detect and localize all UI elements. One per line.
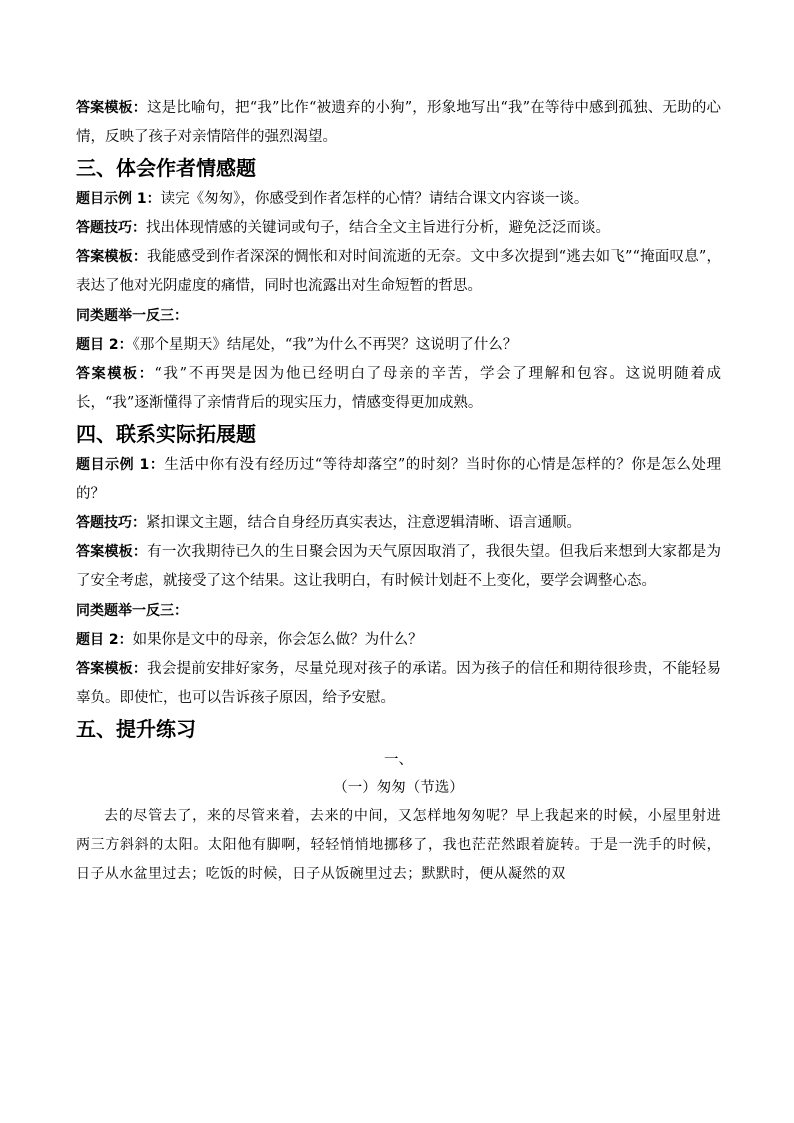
question-label: 题目 2 <box>76 337 119 353</box>
answer-template-paragraph: 答案模板：有一次我期待已久的生日聚会因为天气原因取消了，我很失望。但我后来想到大家都是为了安全考虑，就接受了这个结果。这让我明白，有时候计划赶不上变化，要学会调整心态。 <box>76 544 722 589</box>
answer-label: 答案模板 <box>76 366 139 382</box>
tip-paragraph: 答题技巧：找出体现情感的关键词或句子，结合全文主旨进行分析，避免泛泛而谈。 <box>76 220 610 236</box>
answer-template-paragraph: 答案模板：我能感受到作者深深的惆怅和对时间流逝的无奈。文中多次提到“逃去如飞”“掩面叹息”，表达了他对光阴虚度的痛惜，同时也流露出对生命短暂的哲思。 <box>76 249 722 294</box>
question-text: 读完《匆匆》，你感受到作者怎样的心情？请结合课文内容谈一谈。 <box>160 191 589 207</box>
passage-text: 去的尽管去了，来的尽管来着，去来的中间，又怎样地匆匆呢？早上我起来的时候，小屋里射进两三方斜斜的太阳。太阳他有脚啊，轻轻悄悄地挪移了，我也茫茫然跟着旋转。于是一洗手的时候，日子从水盆里过去；吃饭的时候，日子从饭碗里过去；默默时，便从凝然的双 <box>76 808 721 882</box>
answer-template-paragraph: 答案模板：我会提前安排好家务，尽量兑现对孩子的承诺。因为孩子的信任和期待很珍贵，不能轻易辜负。即使忙，也可以告诉孩子原因，给予安慰。 <box>76 661 722 706</box>
question-paragraph: 题目 2：《那个星期天》结尾处，“我”为什么不再哭？这说明了什么？ <box>76 337 518 353</box>
answer-text: “我”不再哭是因为他已经明白了母亲的辛苦，学会了理解和包容。这说明随着成长，“我”逐渐懂得了亲情背后的现实压力，情感变得更加成熟。 <box>76 366 722 411</box>
answer-template-paragraph: 答案模板：这是比喻句，把“我”比作“被遗弃的小狗”，形象地写出“我”在等待中感到孤独、无助的心情，反映了孩子对亲情陪伴的强烈渴望。 <box>76 100 722 145</box>
question-text: 生活中你有没有经历过“等待却落空”的时刻？当时你的心情是怎样的？你是怎么处理的？ <box>76 457 721 502</box>
answer-text: 我能感受到作者深深的惆怅和对时间流逝的无奈。文中多次提到“逃去如飞”“掩面叹息”，表达了他对光阴虚度的痛惜，同时也流露出对生命短暂的哲思。 <box>76 249 722 294</box>
tip-label: 答题技巧 <box>76 220 132 236</box>
answer-text: 我会提前安排好家务，尽量兑现对孩子的承诺。因为孩子的信任和期待很珍贵，不能轻易辜负。即使忙，也可以告诉孩子原因，给予安慰。 <box>76 661 722 706</box>
question-label: 题目 2 <box>76 632 119 648</box>
answer-template-paragraph: 答案模板：“我”不再哭是因为他已经明白了母亲的辛苦，学会了理解和包容。这说明随着成长，“我”逐渐懂得了亲情背后的现实压力，情感变得更加成熟。 <box>76 366 722 411</box>
answer-label: 答案模板 <box>76 100 133 116</box>
section-heading-5: 五、提升练习 <box>76 717 196 741</box>
question-example-paragraph: 题目示例 1：读完《匆匆》，你感受到作者怎样的心情？请结合课文内容谈一谈。 <box>76 191 589 207</box>
tip-text: 紧扣课文主题，结合自身经历真实表达，注意逻辑清晰、语言通顺。 <box>146 515 581 531</box>
tip-label: 答题技巧 <box>76 515 132 531</box>
question-label: 题目示例 1 <box>76 457 150 473</box>
passage-title: （一）匆匆（节选） <box>333 780 464 796</box>
tip-paragraph: 答题技巧：紧扣课文主题，结合自身经历真实表达，注意逻辑清晰、语言通顺。 <box>76 515 581 531</box>
question-example-paragraph: 题目示例 1：生活中你有没有经历过“等待却落空”的时刻？当时你的心情是怎样的？你是怎么处理的？ <box>76 457 721 502</box>
tip-text: 找出体现情感的关键词或句子，结合全文主旨进行分析，避免泛泛而谈。 <box>146 220 610 236</box>
question-text: 《那个星期天》结尾处，“我”为什么不再哭？这说明了什么？ <box>132 337 518 353</box>
similar-questions-label: 同类题举一反三： <box>76 603 188 619</box>
answer-text: 有一次我期待已久的生日聚会因为天气原因取消了，我很失望。但我后来想到大家都是为了安全考虑，就接受了这个结果。这让我明白，有时候计划赶不上变化，要学会调整心态。 <box>76 544 722 589</box>
similar-questions-label: 同类题举一反三： <box>76 308 188 324</box>
question-text: 如果你是文中的母亲，你会怎么做？为什么？ <box>132 632 423 648</box>
answer-text: 这是比喻句，把“我”比作“被遗弃的小狗”，形象地写出“我”在等待中感到孤独、无助的心情，反映了孩子对亲情陪伴的强烈渴望。 <box>76 100 722 145</box>
answer-label: 答案模板 <box>76 661 133 677</box>
question-paragraph: 题目 2：如果你是文中的母亲，你会怎么做？为什么？ <box>76 632 423 648</box>
document-page <box>76 94 721 889</box>
section-heading-3: 三、体会作者情感题 <box>76 156 256 180</box>
answer-label: 答案模板 <box>76 249 133 265</box>
answer-label: 答案模板 <box>76 544 133 560</box>
part-number: 一、 <box>384 752 413 768</box>
question-label: 题目示例 1 <box>76 191 147 207</box>
section-heading-4: 四、联系实际拓展题 <box>76 422 256 446</box>
